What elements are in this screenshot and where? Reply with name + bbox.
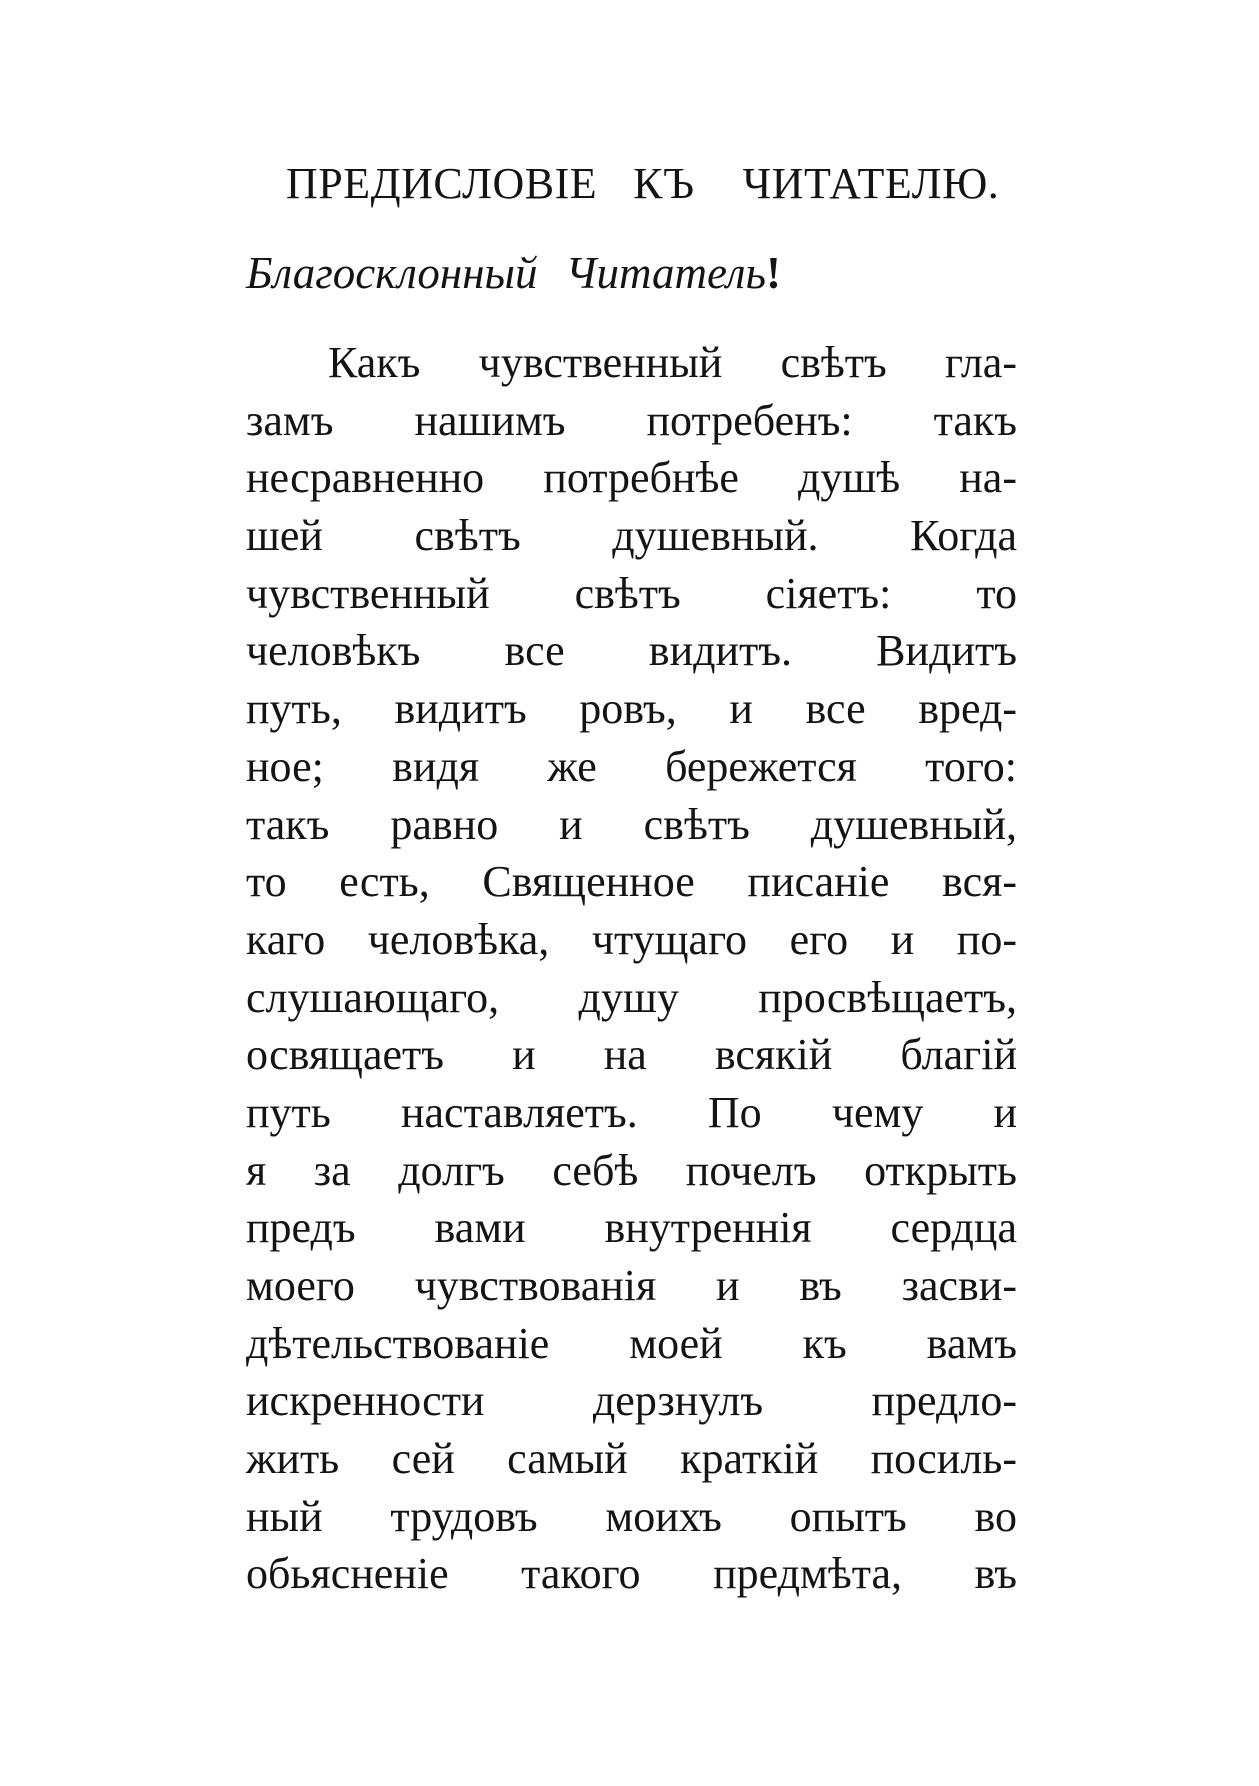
salutation-word-reader: Читатель: [565, 248, 767, 298]
text-line: чувственный свѣтъ сіяетъ: то: [246, 568, 1017, 618]
salutation-exclamation: !: [766, 248, 782, 298]
text-line: искренности дерзнулъ предло-: [246, 1376, 1017, 1426]
text-line: дѣтельствованіе моей къ вамъ: [246, 1318, 1017, 1368]
text-line: ный трудовъ моихъ опытъ во: [246, 1491, 1017, 1541]
text-line: слушающаго, душу просвѣщаетъ,: [246, 972, 1017, 1022]
text-line: такъ равно и свѣтъ душевный,: [246, 799, 1017, 849]
text-line: жить сей самый краткій посиль-: [246, 1434, 1017, 1484]
text-line: Какъ чувственный свѣтъ гла-: [328, 338, 1017, 387]
text-line: каго человѣка, чтущаго его и по-: [246, 914, 1017, 964]
text-line: освящаетъ и на всякій благій: [246, 1030, 1017, 1080]
text-line: то есть, Священное писаніе вся-: [246, 857, 1017, 907]
text-line: путь, видитъ ровъ, и все вред-: [246, 684, 1017, 734]
text-line: человѣкъ все видитъ. Видитъ: [246, 626, 1017, 676]
salutation-word-benevolent: Благосклонный: [246, 248, 538, 298]
text-line: путь наставляетъ. По чему и: [246, 1087, 1017, 1137]
heading-word-to: КЪ: [633, 159, 695, 208]
heading-word-preface: ПРЕДИСЛОВІЕ: [286, 159, 598, 208]
text-line: моего чувствованія и въ засви-: [246, 1261, 1017, 1310]
text-line: обьясненіе такого предмѣта, въ: [246, 1549, 1017, 1599]
text-line: ное; видя же бережется того:: [246, 741, 1017, 791]
text-line: замъ нашимъ потребенъ: такъ: [246, 395, 1017, 445]
body-paragraph: [246, 334, 1017, 1603]
text-line: я за долгъ себѣ почелъ открыть: [246, 1145, 1017, 1195]
heading-word-reader: ЧИТАТЕЛЮ.: [742, 159, 1000, 208]
preface-heading: [286, 158, 1000, 210]
text-line: шей свѣтъ душевный. Когда: [246, 511, 1017, 561]
text-line: предъ вами внутреннія сердца: [246, 1203, 1017, 1253]
salutation: [246, 246, 781, 300]
text-line: несравненно потребнѣе душѣ на-: [246, 453, 1017, 503]
